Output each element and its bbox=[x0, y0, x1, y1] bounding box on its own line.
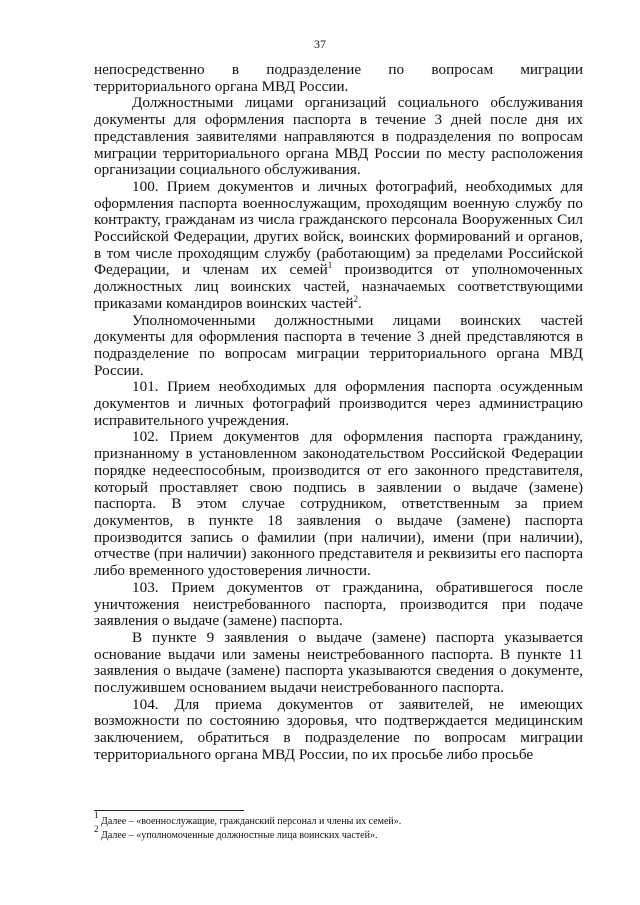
footnote-ref-2: 2 bbox=[353, 293, 358, 304]
paragraph-101: 101. Прием необходимых для оформления паспорта осужденным документов и личных фотографий производится через администрацию исправительного учреждения. bbox=[94, 378, 583, 429]
footnote-2 bbox=[94, 824, 583, 843]
paragraph-100-text-cont: производится от уполномоченных должностных лиц воинских частей, назначаемых соответствующими приказами командиров воинских частей bbox=[94, 261, 583, 312]
footnote-mark-1: 1 bbox=[94, 810, 99, 820]
paragraph-authorized-officials: Уполномоченными должностными лицами воинских частей документы для оформления паспорта в течение 3 дней представляются в подразделение по вопросам миграции территориального органа МВД России. bbox=[94, 311, 583, 379]
paragraph-102: 102. Прием документов для оформления паспорта гражданину, признанному в установленном законодательством Российской Федерации порядке недееспособным, производится от его законного представителя, который проставляет свою подпись в заявлении о выдаче (замене) паспорта. В этом случае сотрудником, ответственным за прием документов, в пункте 18 заявления о выдаче (замене) паспорта производится запись о фамилии (при наличии), имени (при наличии), отчестве (при наличии) законного представителя и реквизиты его паспорта либо временного удостоверения личности. bbox=[94, 428, 583, 580]
paragraph-items-9-11: В пункте 9 заявления о выдаче (замене) паспорта указывается основание выдачи или замены неистребованного паспорта. В пункте 11 заявления о выдаче (замене) паспорта указываются сведения о документе, послужившем основанием выдачи неистребованного паспорта. bbox=[94, 628, 583, 697]
paragraph-continuation: непосредственно в подразделение по вопросам миграции территориального органа МВД России. bbox=[94, 61, 583, 95]
footnote-2-text: Далее – «уполномоченные должностные лица воинских частей». bbox=[98, 830, 378, 841]
footnote-divider bbox=[94, 810, 244, 811]
footnote-ref-1: 1 bbox=[327, 260, 333, 271]
page-number: 37 bbox=[314, 37, 326, 51]
footnote-1-text: Далее – «военнослужащие, гражданский персонал и члены их семей». bbox=[98, 816, 402, 827]
paragraph-103: 103. Прием документов от гражданина, обратившегося после уничтожения неистребованного паспорта, производится при подаче заявления о выдаче (замене) паспорта. bbox=[94, 578, 583, 630]
paragraph-100-text-end: . bbox=[358, 294, 362, 312]
paragraph-social-service: Должностными лицами организаций социального обслуживания документы для оформления паспорта в течение 3 дней после дня их представления заявителями направляются в подразделения по вопросам миграции территориального органа МВД России по месту расположения организации социального обслуживания. bbox=[94, 94, 583, 179]
paragraph-100-text: 100. Прием документов и личных фотографий, необходимых для оформления паспорта военнослужащим, проходящим военную службу по контракту, гражданам из числа гражданского персонала Вооруженных Сил Российской Федерации, других войск, воинских формирований и органов, в том числе проходящим службу (работающим) за пределами Российской Федерации, и членам их семей bbox=[94, 177, 583, 279]
paragraph-100 bbox=[94, 179, 583, 313]
paragraph-104: 104. Для приема документов от заявителей, не имеющих возможности по состоянию здоровья, что подтверждается медицинским заключением, обратиться в подразделение по вопросам миграции территориального органа МВД России, по их просьбе либо просьбе bbox=[94, 695, 583, 763]
footnote-mark-2: 2 bbox=[94, 824, 99, 834]
footnote-1 bbox=[94, 810, 583, 829]
document-body bbox=[94, 62, 583, 764]
footnotes bbox=[94, 810, 583, 843]
